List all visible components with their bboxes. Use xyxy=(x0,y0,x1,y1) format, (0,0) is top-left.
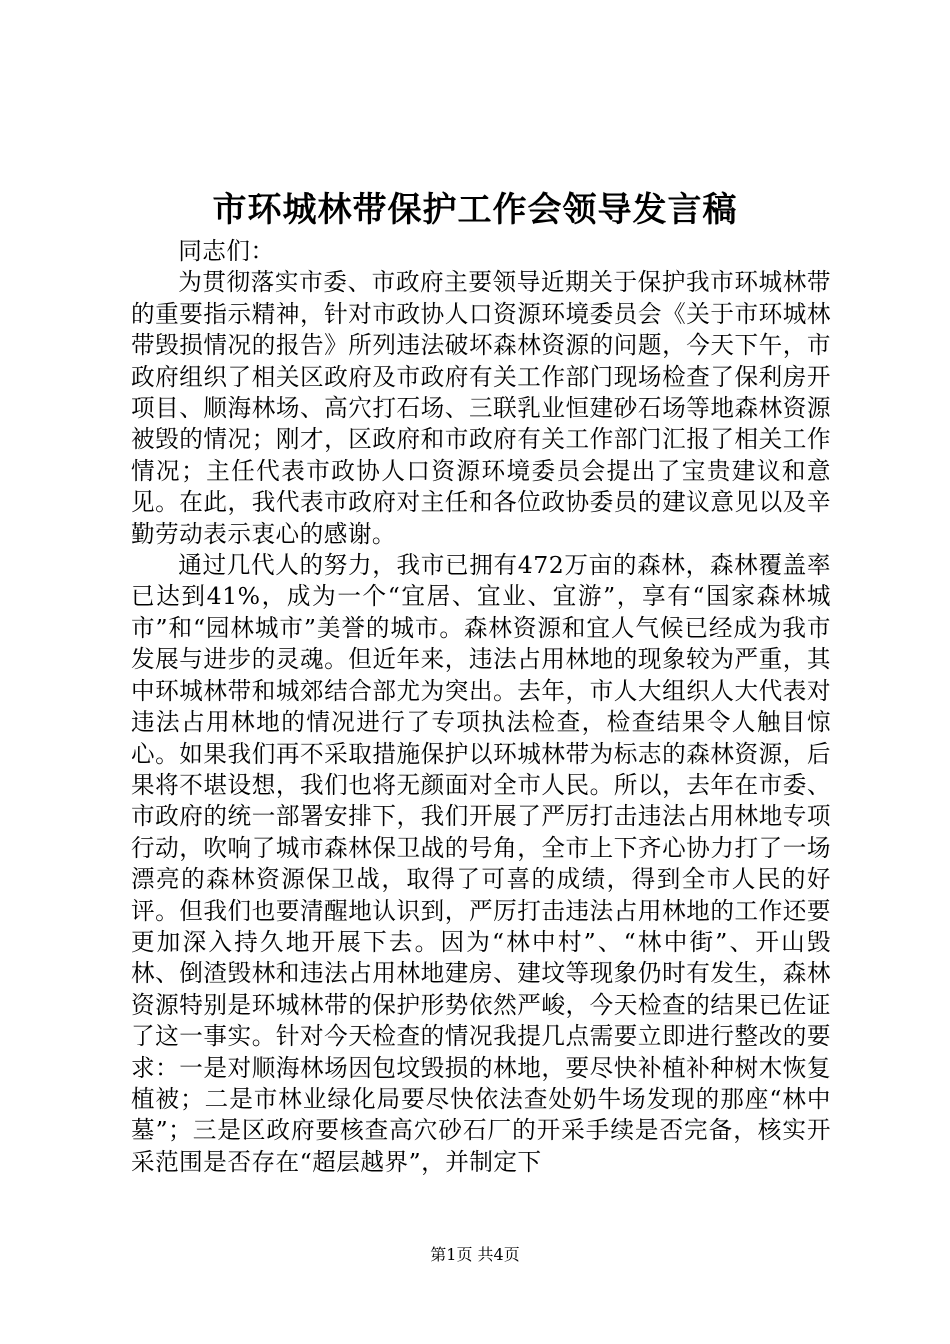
paragraph-2: 通过几代人的努力，我市已拥有472万亩的森林，森林覆盖率已达到41%，成为一个“宜居、宜业、宜游”，享有“国家森林城市”和“园林城市”美誉的城市。森林资源和宜人气候已经成为我市发展与进步的灵魂。但近年来，违法占用林地的现象较为严重，其中环城林带和城郊结合部尤为突出。去年，市人大组织人大代表对违法占用林地的情况进行了专项执法检查，检查结果令人触目惊心。如果我们再不采取措施保护以环城林带为标志的森林资源，后果将不堪设想，我们也将无颜面对全市人民。所以，去年在市委、市政府的统一部署安排下，我们开展了严厉打击违法占用林地专项行动，吹响了城市森林保卫战的号角，全市上下齐心协力打了一场漂亮的森林资源保卫战，取得了可喜的成绩，得到全市人民的好评。但我们也要清醒地认识到，严厉打击违法占用林地的工作还要更加深入持久地开展下去。因为“林中村”、“林中街”、开山毁林、倒渣毁林和违法占用林地建房、建坟等现象仍时有发生，森林资源特别是环城林带的保护形势依然严峻，今天检查的结果已佐证了这一事实。针对今天检查的情况我提几点需要立即进行整改的要求：一是对顺海林场因包坟毁损的林地，要尽快补植补种树木恢复植被；二是市林业绿化局要尽快依法查处奶牛场发现的那座“林中墓”；三是区政府要核查高穴砂石厂的开采手续是否完备，核实开采范围是否存在“超层越界”，并制定下 xyxy=(131,551,831,1176)
document-body xyxy=(131,236,831,1178)
salutation: 同志们： xyxy=(178,237,275,265)
paragraph-1: 为贯彻落实市委、市政府主要领导近期关于保护我市环城林带的重要指示精神，针对市政协人口资源环境委员会《关于市环城林带毁损情况的报告》所列违法破坏森林资源的问题，今天下午，市政府组织了相关区政府及市政府有关工作部门现场检查了保利房开项目、顺海林场、高穴打石场、三联乳业恒建砂石场等地森林资源被毁的情况；刚才，区政府和市政府有关工作部门汇报了相关工作情况；主任代表市政协人口资源环境委员会提出了宝贵建议和意见。在此，我代表市政府对主任和各位政协委员的建议意见以及辛勤劳动表示衷心的感谢。 xyxy=(131,268,831,548)
document-title: 市环城林带保护工作会领导发言稿 xyxy=(212,190,738,230)
page-number-footer: 第1页 共4页 xyxy=(430,1245,520,1264)
